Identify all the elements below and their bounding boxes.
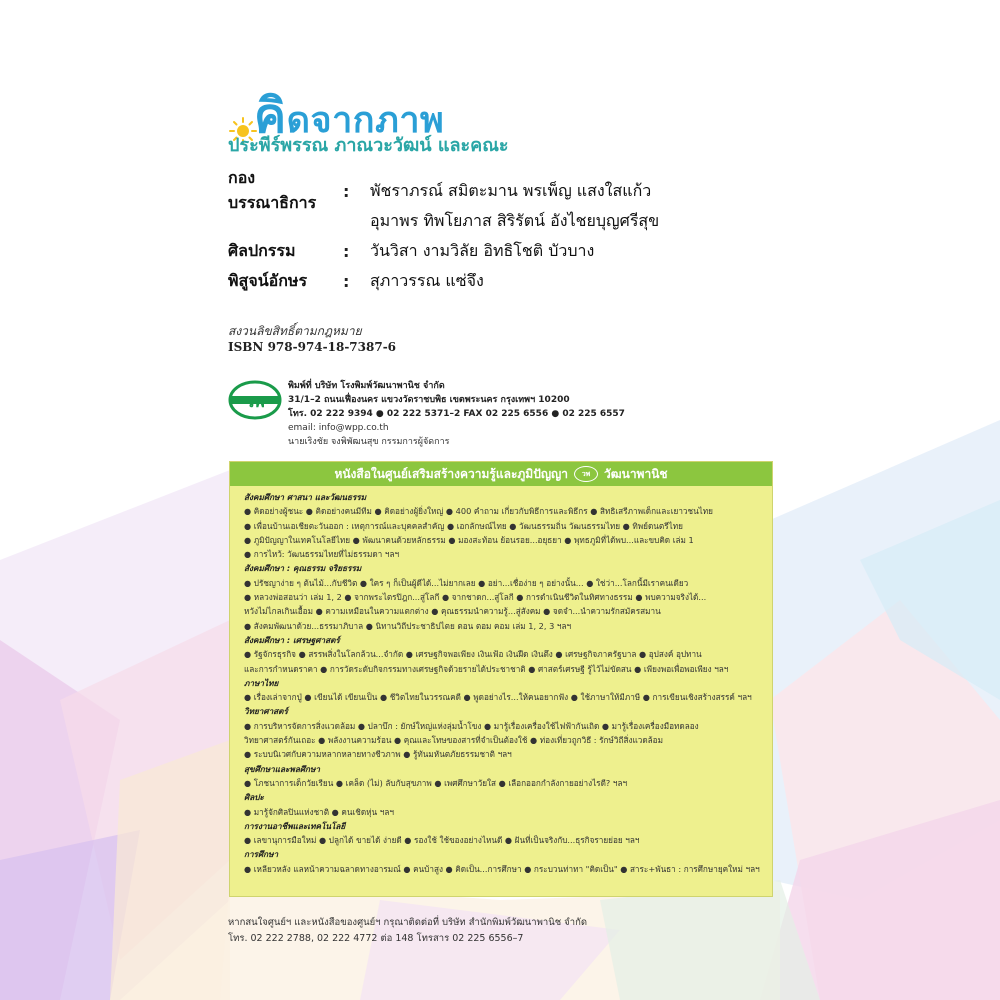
credit-row-editors xyxy=(228,168,659,212)
title-text: คิดจากภาพ xyxy=(254,88,445,144)
book-list-line: ● ภูมิปัญญาในเทคโนโลยีไทย ● พัฒนาคนด้วยหลักธรรม ● มองสะท้อน ย้อนรอย...อยุธยา ● พุทธภูมิที่ได้พบ...และขบคิด เล่ม 1 xyxy=(244,534,694,545)
authors: ประพีร์พรรณ ภาณวะวัฒน์ และคณะ xyxy=(228,135,509,156)
credit-colon: : xyxy=(343,241,350,261)
publisher-info xyxy=(288,379,625,449)
book-list-line: และการกำหนดราคา ● การวัดระดับกิจกรรมทางเศรษฐกิจด้วยรายได้ประชาชาติ ● ศาสตร์เศรษฐี รู้ไว้ไม่ขัดสน ● เพียงพอเพื่อพอเพียง ฯลฯ xyxy=(244,663,729,674)
credit-label: ศิลปกรรม xyxy=(228,240,296,260)
book-list-line: ● มารู้จักศิลปินแห่งชาติ ● คนเชิดหุ่น ฯลฯ xyxy=(244,806,394,817)
credit-colon: : xyxy=(343,271,350,291)
book-list-line: ● คิดอย่างผู้ชนะ ● คิดอย่างคนมีทีม ● คิดอย่างผู้ยิ่งใหญ่ ● 400 คำถาม เกี่ยวกับพิธีการและพิธีกร ● สิทธิเสรีภาพเด็กและเยาวชนไทย xyxy=(244,506,713,517)
category-heading: การงานอาชีพและเทคโนโลยี xyxy=(244,820,346,831)
credit-colon: : xyxy=(343,181,350,201)
credit-names: พัชราภรณ์ สมิตะมาน พรเพ็ญ แสงใสแก้ว xyxy=(370,180,652,200)
credits xyxy=(228,168,660,296)
category-heading: สังคมศึกษา : คุณธรรม จริยธรรม xyxy=(244,563,362,574)
book-list-line: ● ปรัชญาง่าย ๆ ต้นไม้...กับชีวิต ● ใคร ๆ ก็เป็นผู้ดีได้...ไม่ยากเลย ● อย่า...เชื่อง่าย ๆ อย่างนั้น... ● ใช่ว่า...โลกนี้มีเราคนเดียว xyxy=(244,577,689,588)
isbn: ISBN 978-974-18-7387-6 xyxy=(228,340,397,354)
publisher-logo-text: วพ xyxy=(245,392,265,411)
book-list-line: ● เลขานุการมือใหม่ ● ปลูกได้ ขายได้ ง่ายดี ● รองใช้ ใช้ของอย่างไหนดี ● ฝันที่เป็นจริงกับ...ธุรกิจรายย่อย ฯลฯ xyxy=(244,835,640,846)
publisher-name: พิมพ์ที่ บริษัท โรงพิมพ์วัฒนาพานิช จำกัด xyxy=(288,381,445,391)
footer-line: หากสนใจศูนย์ฯ และหนังสือของศูนย์ฯ กรุณาติดต่อที่ บริษัท สำนักพิมพ์วัฒนาพานิช จำกัด xyxy=(228,917,587,928)
recommended-books-box xyxy=(229,461,773,897)
header-publisher: วัฒนาพานิช xyxy=(604,466,668,481)
credit-row-proofreader xyxy=(228,266,659,296)
book-list-line: ● เรื่องเล่าจากปู่ ● เขียนได้ เขียนเป็น ● ชีวิตไทยในวรรณคดี ● พูดอย่างไร...ให้คนอยากฟัง ● ใช้ภาษาให้มีภาษี ● การเขียนเชิงสร้างสรรค์ ฯลฯ xyxy=(244,692,752,703)
publisher-mini-logo: วพ xyxy=(574,466,598,482)
publisher-signatory: นายเริงชัย จงพิพัฒนสุข กรรมการผู้จัดการ xyxy=(288,437,450,447)
publisher-email: email: info@wpp.co.th xyxy=(288,423,389,433)
publisher-logo xyxy=(228,379,282,421)
credit-label: พิสูจน์อักษร xyxy=(228,270,308,290)
credit-label: กองบรรณาธิการ xyxy=(228,168,317,212)
publisher-address: 31/1–2 ถนนเฟื่องนคร แขวงวัดราชบพิธ เขตพระนคร กรุงเทพฯ 10200 xyxy=(288,395,570,405)
book-list-line: ● การไหว้: วัฒนธรรมไทยที่ไม่ธรรมดา ฯลฯ xyxy=(244,549,400,560)
book-list-line: ● โภชนาการเด็กวัยเรียน ● เคล็ด (ไม่) ลับกับสุขภาพ ● เพศศึกษาวัยใส ● เลือกออกกำลังกายอย่างไรดี? ฯลฯ xyxy=(244,777,628,788)
book-list-line: ● เพื่อนบ้านเอเชียตะวันออก : เหตุการณ์และบุคคลสำคัญ ● เอกลักษณ์ไทย ● วัฒนธรรมถิ่น วัฒนธรรมไทย ● ทิพย์ดนตรีไทย xyxy=(244,520,683,531)
book-list-line: ● สังคมพัฒนาด้วย...ธรรมาภิบาล ● นิทานวิถีประชาธิปไตย ตอน ตอม คอม เล่ม 1, 2, 3 ฯลฯ xyxy=(244,620,572,631)
book-list-line: หวังไม่ไกลเกินเอื้อม ● ความเหมือนในความแตกต่าง ● คุณธรรมนำความรู้...สู่สังคม ● จดจำ...นำความรักสมัครสมาน xyxy=(244,606,661,617)
book-list-line: ● ระบบนิเวศกับความหลากหลายทางชีวภาพ ● รู้ทันมหันตภัยธรรมชาติ ฯลฯ xyxy=(244,749,512,760)
category-heading: การศึกษา xyxy=(244,849,279,860)
category-heading: ภาษาไทย xyxy=(244,677,279,688)
copyright-notice: สงวนลิขสิทธิ์ตามกฎหมาย xyxy=(228,324,362,338)
category-heading: วิทยาศาสตร์ xyxy=(244,706,288,717)
book-list-line: ● หลวงพ่อสอนว่า เล่ม 1, 2 ● จากพระไตรปิฎก...สู่โลกี ● จากชาดก...สู่โลกี ● การดำเนินชีวิตในทิศทางธรรม ● พบความจริงได้... xyxy=(244,592,707,603)
credit-row-art xyxy=(228,236,659,266)
publisher-phone: โทร. 02 222 9394 ● 02 222 5371–2 FAX 02 225 6556 ● 02 225 6557 xyxy=(288,409,625,419)
header-text: หนังสือในศูนย์เสริมสร้างความรู้และภูมิปัญญา xyxy=(334,466,569,481)
contact-footer xyxy=(228,915,587,947)
category-heading: สังคมศึกษา ศาสนา และวัฒนธรรม xyxy=(244,492,367,502)
credit-names: สุภาวรรณ แซ่จึง xyxy=(370,270,484,290)
recommended-books-list xyxy=(230,486,772,876)
credit-names: อุมาพร ทิพโยภาส สิริรัตน์ อังไชยบุญศรีสุข xyxy=(370,210,660,230)
category-heading: สุขศึกษาและพลศึกษา xyxy=(244,763,320,774)
book-list-line: ● เหลียวหลัง แลหน้าความฉลาดทางอารมณ์ ● คนบ้าสูง ● คิดเป็น...การศึกษา ● กระบวนท่าทา "คิดเป็น" ● สาระ+พันธา : การศึกษายุคใหม่ ฯลฯ xyxy=(244,863,760,874)
recommended-books-header xyxy=(230,462,772,486)
category-heading: ศิลปะ xyxy=(244,792,264,803)
footer-line: โทร. 02 222 2788, 02 222 4772 ต่อ 148 โทรสาร 02 225 6556–7 xyxy=(228,933,524,944)
book-list-line: ● รัฐจักรธุรกิจ ● สรรพสิ่งในโลกล้วน...จำกัด ● เศรษฐกิจพอเพียง เงินเฟ้อ เงินฝืด เงินตึง ● เศรษฐกิจภาครัฐบาล ● อุปสงค์ อุปทาน xyxy=(244,649,702,660)
category-heading: สังคมศึกษา : เศรษฐศาสตร์ xyxy=(244,634,340,645)
credit-names: วันวิสา งามวิลัย อิทธิโชติ บัวบาง xyxy=(370,240,595,260)
book-list-line: วิทยาศาสตร์กันเถอะ ● พลังงานความร้อน ● คุณและโทษของสารที่จำเป็นต้องใช้ ● ท่องเที่ยวถูกวิธี : รักษ์วิถีสิ่งแวดล้อม xyxy=(244,735,663,746)
book-list-line: ● การบริหารจัดการสิ่งแวดล้อม ● ปลาบึก : ยักษ์ใหญ่แห่งลุ่มน้ำโขง ● มารู้เรื่องเครื่องใช้ไฟฟ้ากันเถิด ● มารู้เรื่องเครื่องมือทดลอง xyxy=(244,720,699,731)
